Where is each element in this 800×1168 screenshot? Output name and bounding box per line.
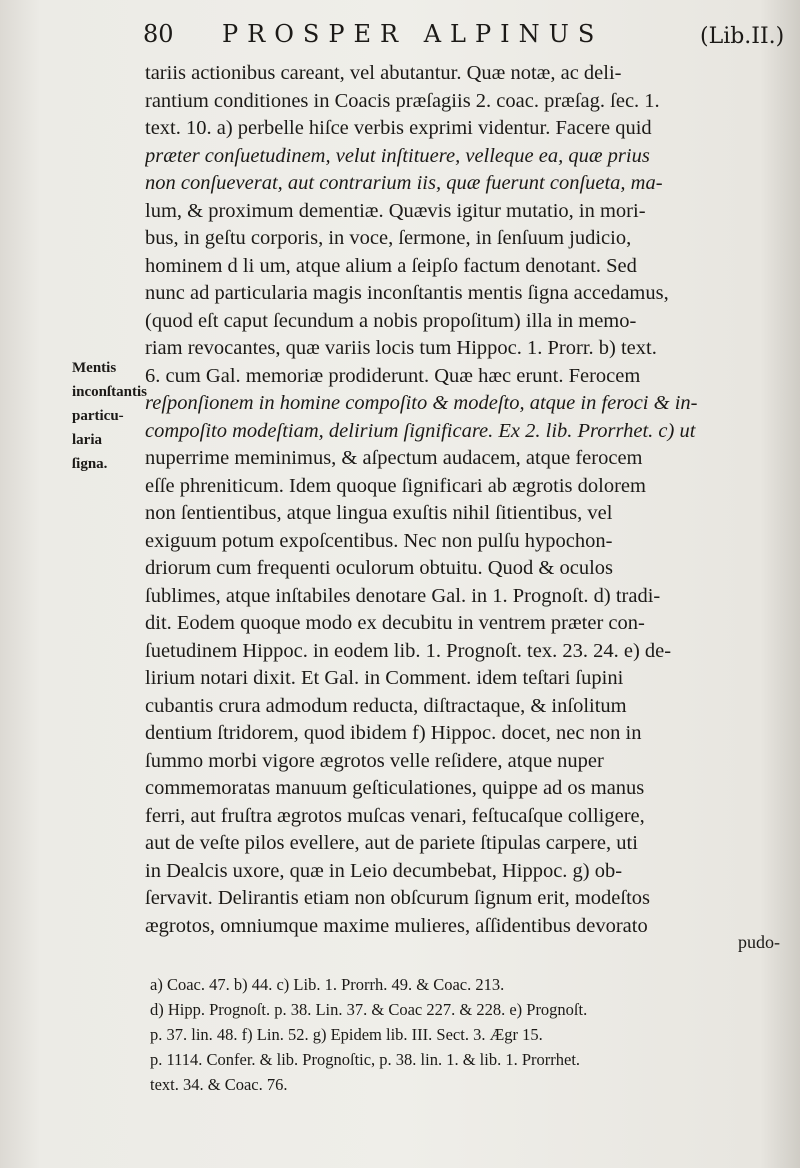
text-line: 6. cum Gal. memoriæ prodiderunt. Quæ hæc erunt. Ferocem <box>145 364 641 387</box>
footnote-line: d) Hipp. Prognoſt. p. 38. Lin. 37. & Coac 227. & 228. e) Prognoſt. <box>150 1000 588 1019</box>
text-line: eſſe phreniticum. Idem quoque ſignificari ab ægrotis dolorem <box>145 474 646 497</box>
footnote-line: p. 1114. Confer. & lib. Prognoſtic, p. 38. lin. 1. & lib. 1. Prorrhet. <box>150 1050 581 1069</box>
footnote-line: text. 34. & Coac. 76. <box>150 1075 288 1094</box>
text-line: nuperrime meminimus, & aſpectum audacem, atque ferocem <box>145 447 643 469</box>
text-line: dentium ſtridorem, quod ibidem f) Hippoc. docet, nec non in <box>145 722 642 744</box>
catchword: pudo- <box>738 932 780 952</box>
text-line: ferri, aut fruſtra ægrotos muſcas venari, feſtucaſque colligere, <box>145 804 645 827</box>
text-line: lum, & proximum dementiæ. Quævis igitur mutatio, in mori- <box>145 199 646 222</box>
text-line: ſummo morbi vigore ægrotos velle reſidere, atque nuper <box>145 749 604 772</box>
running-title: PROSPER ALPINUS <box>222 20 604 48</box>
margin-note-line: Mentis <box>72 360 117 376</box>
main-text <box>145 60 795 940</box>
margin-note <box>72 356 148 476</box>
page-number: 80 <box>143 20 174 48</box>
text-line: dit. Eodem quoque modo ex decubitu in ventrem præter con- <box>145 612 645 634</box>
text-line: driorum cum frequenti oculorum obtuitu. Quod & oculos <box>145 557 614 579</box>
margin-note-line: laria <box>72 432 102 448</box>
footnote-line: a) Coac. 47. b) 44. c) Lib. 1. Prorrh. 49. & Coac. 213. <box>150 975 505 994</box>
text-line: commemoratas manuum geſticulationes, quippe ad os manus <box>145 777 645 799</box>
text-line: nunc ad particularia magis inconſtantis mentis ſigna accedamus, <box>145 282 669 304</box>
text-line: non ſentientibus, atque lingua exuſtis nihil ſitientibus, vel <box>145 502 613 524</box>
text-line: tariis actionibus careant, vel abutantur. Quæ notæ, ac deli- <box>145 62 622 84</box>
text-line: reſponſionem in homine compoſito & modeſto, atque in feroci & in- <box>145 392 698 414</box>
margin-note-line: ſigna. <box>72 456 108 472</box>
text-line: ſervavit. Delirantis etiam non obſcurum ſignum erit, modeſtos <box>145 887 650 909</box>
footnotes <box>150 972 795 1097</box>
text-line: cubantis crura admodum reducta, diſtractaque, & inſolitum <box>145 694 627 717</box>
text-line: ægrotos, omniumque maxime mulieres, aſſidentibus devorato <box>145 914 648 937</box>
page-header <box>0 14 800 54</box>
text-line: ſublimes, atque inſtabiles denotare Gal. in 1. Prognoſt. d) tradi- <box>145 584 661 607</box>
text-line: præter conſuetudinem, velut inſtituere, velleque ea, quæ prius <box>145 144 650 167</box>
text-line: compoſito modeſtiam, delirium ſignificare. Ex 2. lib. Prorrhet. c) ut <box>145 419 696 442</box>
margin-note-line: particu- <box>72 408 124 424</box>
text-line: (quod eſt caput ſecundum a nobis propoſitum) illa in memo- <box>145 309 637 332</box>
text-line: riam revocantes, quæ variis locis tum Hippoc. 1. Prorr. b) text. <box>145 337 657 359</box>
text-line: in Dealcis uxore, quæ in Leio decumbebat, Hippoc. g) ob- <box>145 859 623 882</box>
book-reference: (Lib.II.) <box>700 24 785 49</box>
text-line: rantium conditiones in Coacis præſagiis 2. coac. præſag. ſec. 1. <box>145 89 660 112</box>
text-line: aut de veſte pilos evellere, aut de pariete ſtipulas carpere, uti <box>145 832 638 854</box>
text-line: ſuetudinem Hippoc. in eodem lib. 1. Prognoſt. tex. 23. 24. e) de- <box>145 639 672 662</box>
margin-note-line: inconſtantis <box>72 384 148 400</box>
text-line: hominem d li um, atque alium a ſeipſo factum denotant. Sed <box>145 254 637 277</box>
text-line: exiguum potum expoſcentibus. Nec non pulſu hypochon- <box>145 529 613 552</box>
text-line: non conſueverat, aut contrarium iis, quæ fuerunt conſueta, ma- <box>145 172 663 194</box>
text-line: lirium notari dixit. Et Gal. in Comment. idem teſtari ſupini <box>145 667 624 689</box>
text-line: text. 10. a) perbelle hiſce verbis exprimi videntur. Facere quid <box>145 117 652 139</box>
footnote-line: p. 37. lin. 48. f) Lin. 52. g) Epidem lib. III. Sect. 3. Ægr 15. <box>150 1025 543 1044</box>
text-line: bus, in geſtu corporis, in voce, ſermone, in ſenſuum judicio, <box>145 227 632 249</box>
